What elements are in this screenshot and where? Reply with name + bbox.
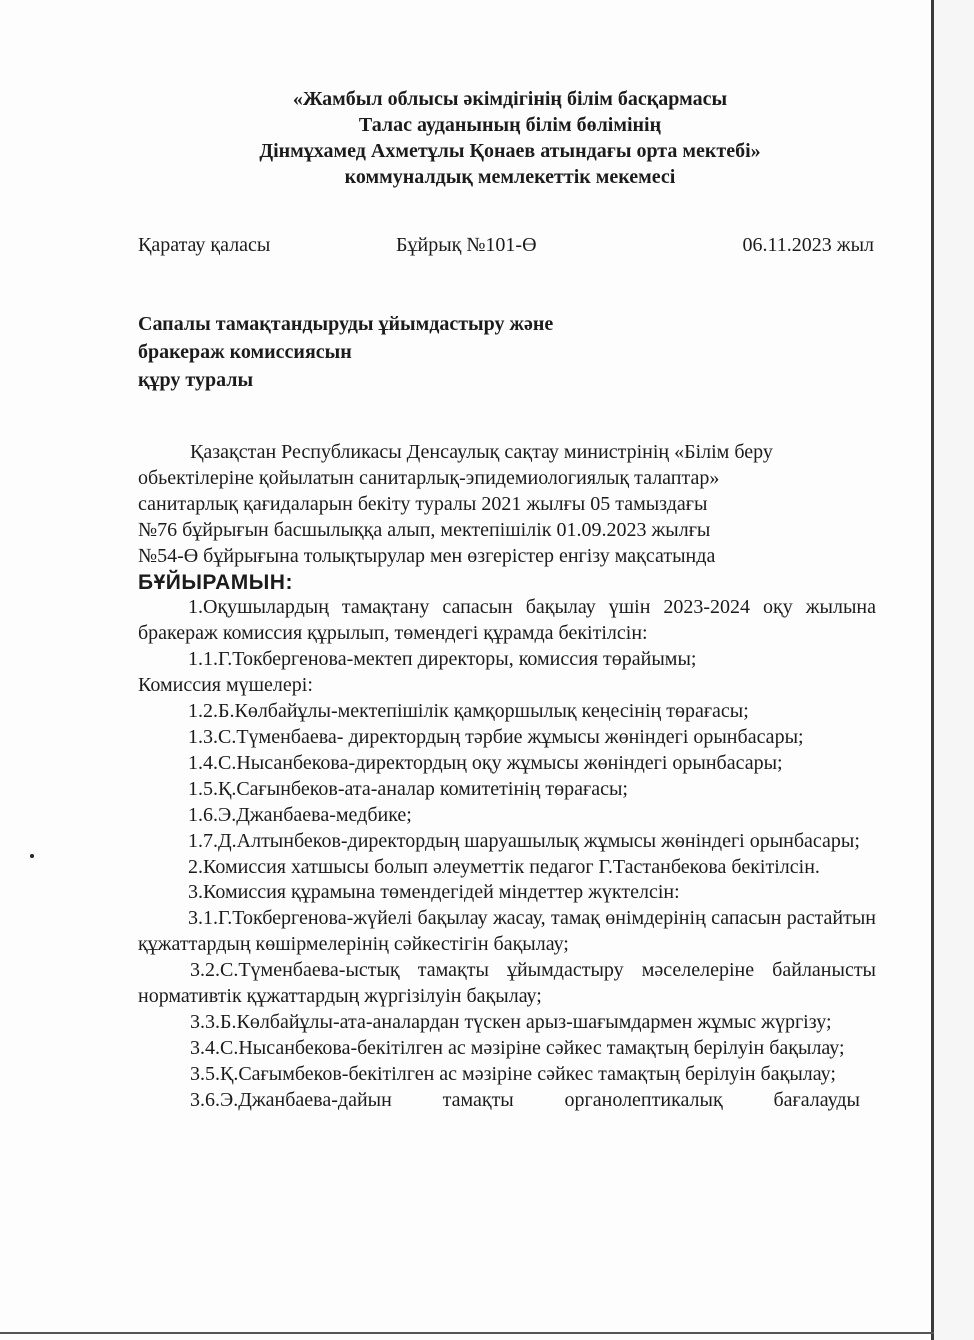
clause-1-1: 1.1.Г.Токбергенова-мектеп директоры, комиссия төрайымы; xyxy=(188,648,697,671)
order-meta-row xyxy=(138,234,874,260)
clause-3-2: 3.2.С.Түменбаева-ыстық тамақты ұйымдастыру мәселелеріне байланысты нормативтік құжаттардың жүргізілуін бақылау; xyxy=(138,959,876,1008)
title-line-2: бракераж комиссиясын xyxy=(138,341,352,363)
clause-3-5: 3.5.Қ.Сағымбеков-бекітілген ас мәзіріне сәйкес тамақтың берілуін бақылау; xyxy=(190,1062,836,1085)
order-date: 06.11.2023 жыл xyxy=(742,234,874,256)
clause-1-7: 1.7.Д.Алтынбеков-директордың шаруашылық жұмысы жөніндегі орынбасары; xyxy=(188,829,860,852)
clause-1-5: 1.5.Қ.Сағынбеков-ата-аналар комитетінің төрағасы; xyxy=(188,777,628,800)
scan-edge-right xyxy=(931,0,934,1340)
city-label: Қаратау қаласы xyxy=(138,234,271,256)
header-line-2: Талас ауданының білім бөлімінің xyxy=(358,114,662,136)
scan-margin xyxy=(934,0,974,1340)
clause-3-3: 3.3.Б.Көлбайұлы-ата-аналардан түскен арыз-шағымдармен жұмыс жүргізу; xyxy=(190,1010,832,1033)
clause-3-1: 3.1.Г.Токбергенова-жүйелі бақылау жасау, тамақ өнімдерінің сапасын растайтын құжаттардың көшірмелерінің сәйкестігін бақылау; xyxy=(138,907,876,956)
order-number: Бұйрық №101-Ө xyxy=(396,234,537,256)
clause-1-6: 1.6.Э.Джанбаева-медбике; xyxy=(188,803,412,826)
preamble-line-5: №54-Ө бұйрығына толықтырулар мен өзгерістер енгізу мақсатында xyxy=(138,544,716,567)
title-line-1: Сапалы тамақтандыруды ұйымдастыру және xyxy=(138,313,554,335)
preamble-line-4: №76 бұйрығын басшылыққа алып, мектепішілік 01.09.2023 жылғы xyxy=(138,518,711,541)
clause-3-4: 3.4.С.Нысанбекова-бекітілген ас мәзіріне сәйкес тамақтың берілуін бақылау; xyxy=(190,1036,845,1059)
header-line-3: Дінмұхамед Ахметұлы Қонаев атындағы орта мектебі» xyxy=(259,140,761,162)
header-line-1: «Жамбыл облысы әкімдігінің білім басқармасы xyxy=(292,88,728,110)
clause-1-2: 1.2.Б.Көлбайұлы-мектепішілік қамқоршылық кеңесінің төрағасы; xyxy=(188,700,749,723)
clause-1-4: 1.4.С.Нысанбекова-директордың оқу жұмысы жөніндегі орынбасары; xyxy=(188,751,783,774)
scan-speck xyxy=(30,854,34,858)
header-line-4: коммуналдық мемлекеттік мекемесі xyxy=(344,166,676,188)
clause-1: 1.Оқушылардың тамақтану сапасын бақылау үшін 2023-2024 оқу жылына бракераж комиссия құрылып, төмендегі құрамда бекітілсін: xyxy=(138,596,876,645)
order-title xyxy=(138,310,638,394)
preamble-line-3: санитарлық қағидаларын бекіту туралы 2021 жылғы 05 тамыздағы xyxy=(138,492,708,515)
clause-3-6: 3.6.Э.Джанбаева-дайын тамақты органолептикалық бағалауды xyxy=(190,1088,860,1111)
organization-header xyxy=(140,86,880,190)
members-label: Комиссия мүшелері: xyxy=(138,674,313,697)
clause-2: 2.Комиссия хатшысы болып әлеуметтік педагог Г.Тастанбекова бекітілсін. xyxy=(188,855,820,878)
preamble-line-2: обьектілеріне қойылатын санитарлық-эпидемиологиялық талаптар» xyxy=(138,466,720,489)
scan-edge-bottom xyxy=(0,1332,934,1334)
clause-1-3: 1.3.С.Түменбаева- директордың тәрбие жұмысы жөніндегі орынбасары; xyxy=(188,725,804,748)
title-line-3: құру туралы xyxy=(138,369,254,391)
clause-3: 3.Комиссия құрамына төмендегідей міндеттер жүктелсін: xyxy=(188,881,680,904)
decree-heading: БҰЙЫРАМЫН: xyxy=(138,570,293,594)
order-body xyxy=(138,440,876,1114)
preamble-line-1: Қазақстан Республикасы Денсаулық сақтау министрінің «Білім беру xyxy=(190,441,773,463)
